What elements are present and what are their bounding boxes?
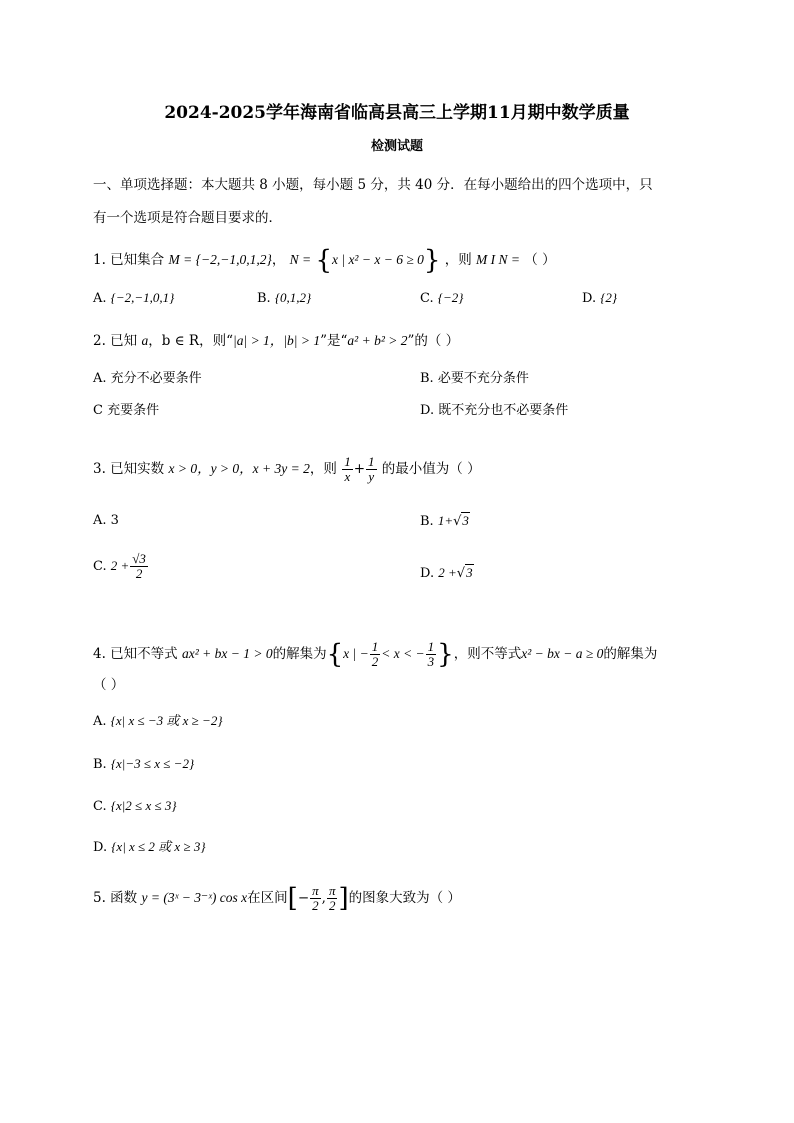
q1-option-b[interactable]: B. {0,1,2} <box>257 290 312 306</box>
q1-option-c[interactable]: C. {−2} <box>420 290 464 306</box>
q3-option-d[interactable]: D. 2 +√3 <box>420 565 473 581</box>
q5-function: y = (3ˣ − 3⁻ˣ) cos x <box>141 890 248 905</box>
q1-set-m: M = {−2,−1,0,1,2} <box>168 252 272 267</box>
q3-fraction-1y: $\frac{1}{y}$ <box>368 454 375 484</box>
q3-option-a[interactable]: A. 3 <box>93 513 119 528</box>
q4-inequality-2: x² − bx − a ≥ 0 <box>521 646 604 661</box>
q4-set-pre: x | − <box>343 646 369 661</box>
q2-condition-2: a² + b² > 2 <box>347 333 408 348</box>
q1-set-n: x | x² − x − 6 ≥ 0 <box>331 252 424 267</box>
q4-set-mid: < x < − <box>381 646 425 661</box>
q4-number: 4. 已知不等式 <box>93 646 178 662</box>
q1-tail: ，则 <box>444 252 472 268</box>
q2-mid: ”是“ <box>320 333 348 349</box>
q2-condition-1: |a| > 1，|b| > 1 <box>233 333 321 348</box>
page-title: 2024-2025学年海南省临高县高三上学期11月期中数学质量 <box>164 103 630 123</box>
q2-option-c[interactable]: C 充要条件 <box>93 403 160 418</box>
q2-var-b: ，b ∈ R，则“ <box>148 333 234 349</box>
q5-number: 5. 函数 <box>93 890 138 906</box>
q1-option-a[interactable]: A. {−2,−1,0,1} <box>93 290 175 306</box>
q4-inequality: ax² + bx − 1 > 0 <box>181 646 273 661</box>
q2-option-a[interactable]: A. 充分不必要条件 <box>93 371 202 386</box>
q1-intersection: M I N = <box>476 252 520 267</box>
q4-option-c[interactable]: C. {x|2 ≤ x ≤ 3} <box>93 798 177 814</box>
q3-option-b[interactable]: B. 1+√3 <box>420 513 469 529</box>
q3-tail1: ，则 <box>309 461 337 477</box>
q4-blank: （ ） <box>93 677 125 693</box>
question-5: 5. 函数 y = (3ˣ − 3⁻ˣ) cos x在区间[− $\frac{\pi}{2}$ , $\frac{\pi}{2}$ ]的图象大致为（ ） <box>93 883 461 914</box>
q4-tail2: 的解集为 <box>603 646 658 662</box>
question-1: 1. 已知集合 M = {−2,−1,0,1,2}， N = {x | x² − x − 6 ≥ 0} ，则 M I N = （ ） <box>93 245 556 276</box>
q3-number: 3. 已知实数 <box>93 461 165 477</box>
q4-tail1: ，则不等式 <box>453 646 522 662</box>
q2-option-b[interactable]: B. 必要不充分条件 <box>420 371 529 386</box>
q4-option-a[interactable]: A. {x| x ≤ −3 或 x ≥ −2} <box>93 713 223 729</box>
q1-number: 1. 已知集合 <box>93 252 165 268</box>
q3-tail2: 的最小值为（ ） <box>381 461 481 477</box>
question-3: 3. 已知实数 x > 0，y > 0，x + 3y = 2，则 $\frac{1}{x}$ + $\frac{1}{y}$ 的最小值为（ ） <box>93 454 481 484</box>
q2-tail: ”的（ ） <box>407 333 460 349</box>
section-instruction-line1: 一、单项选择题：本大题共 8 小题，每小题 5 分，共 40 分．在每小题给出的四个选项中，只 <box>93 177 653 193</box>
q4-option-d[interactable]: D. {x| x ≤ 2 或 x ≥ 3} <box>93 839 206 855</box>
question-2 <box>93 330 459 352</box>
q4-option-b[interactable]: B. {x|−3 ≤ x ≤ −2} <box>93 756 195 772</box>
q5-mid: 在区间 <box>247 890 288 906</box>
q2-var-a: a <box>141 333 149 348</box>
question-4: 4. 已知不等式 ax² + bx − 1 > 0的解集为{x | − $\frac{1}{2}$ < x < − $\frac{1}{3}$ }，则不等式x² − bx − a ≥ 0的解集为 <box>93 639 658 670</box>
page-subtitle: 检测试题 <box>370 139 423 154</box>
section-instruction-line2: 有一个选项是符合题目要求的． <box>93 210 282 226</box>
q1-set-n-label: N = <box>289 252 312 267</box>
q1-blank: （ ） <box>524 252 556 268</box>
q3-condition: x > 0，y > 0，x + 3y = 2 <box>168 461 310 476</box>
q5-tail: 的图象大致为（ ） <box>348 890 461 906</box>
q3-option-c[interactable]: C. 2 + $\frac{√3}{2}$ <box>93 551 146 581</box>
q2-number: 2. 已知 <box>93 333 138 349</box>
q4-mid: 的解集为 <box>272 646 327 662</box>
q1-option-d[interactable]: D. {2} <box>582 290 618 306</box>
q3-fraction-1x: $\frac{1}{x}$ <box>344 454 351 484</box>
q2-option-d[interactable]: D. 既不充分也不必要条件 <box>420 403 569 418</box>
